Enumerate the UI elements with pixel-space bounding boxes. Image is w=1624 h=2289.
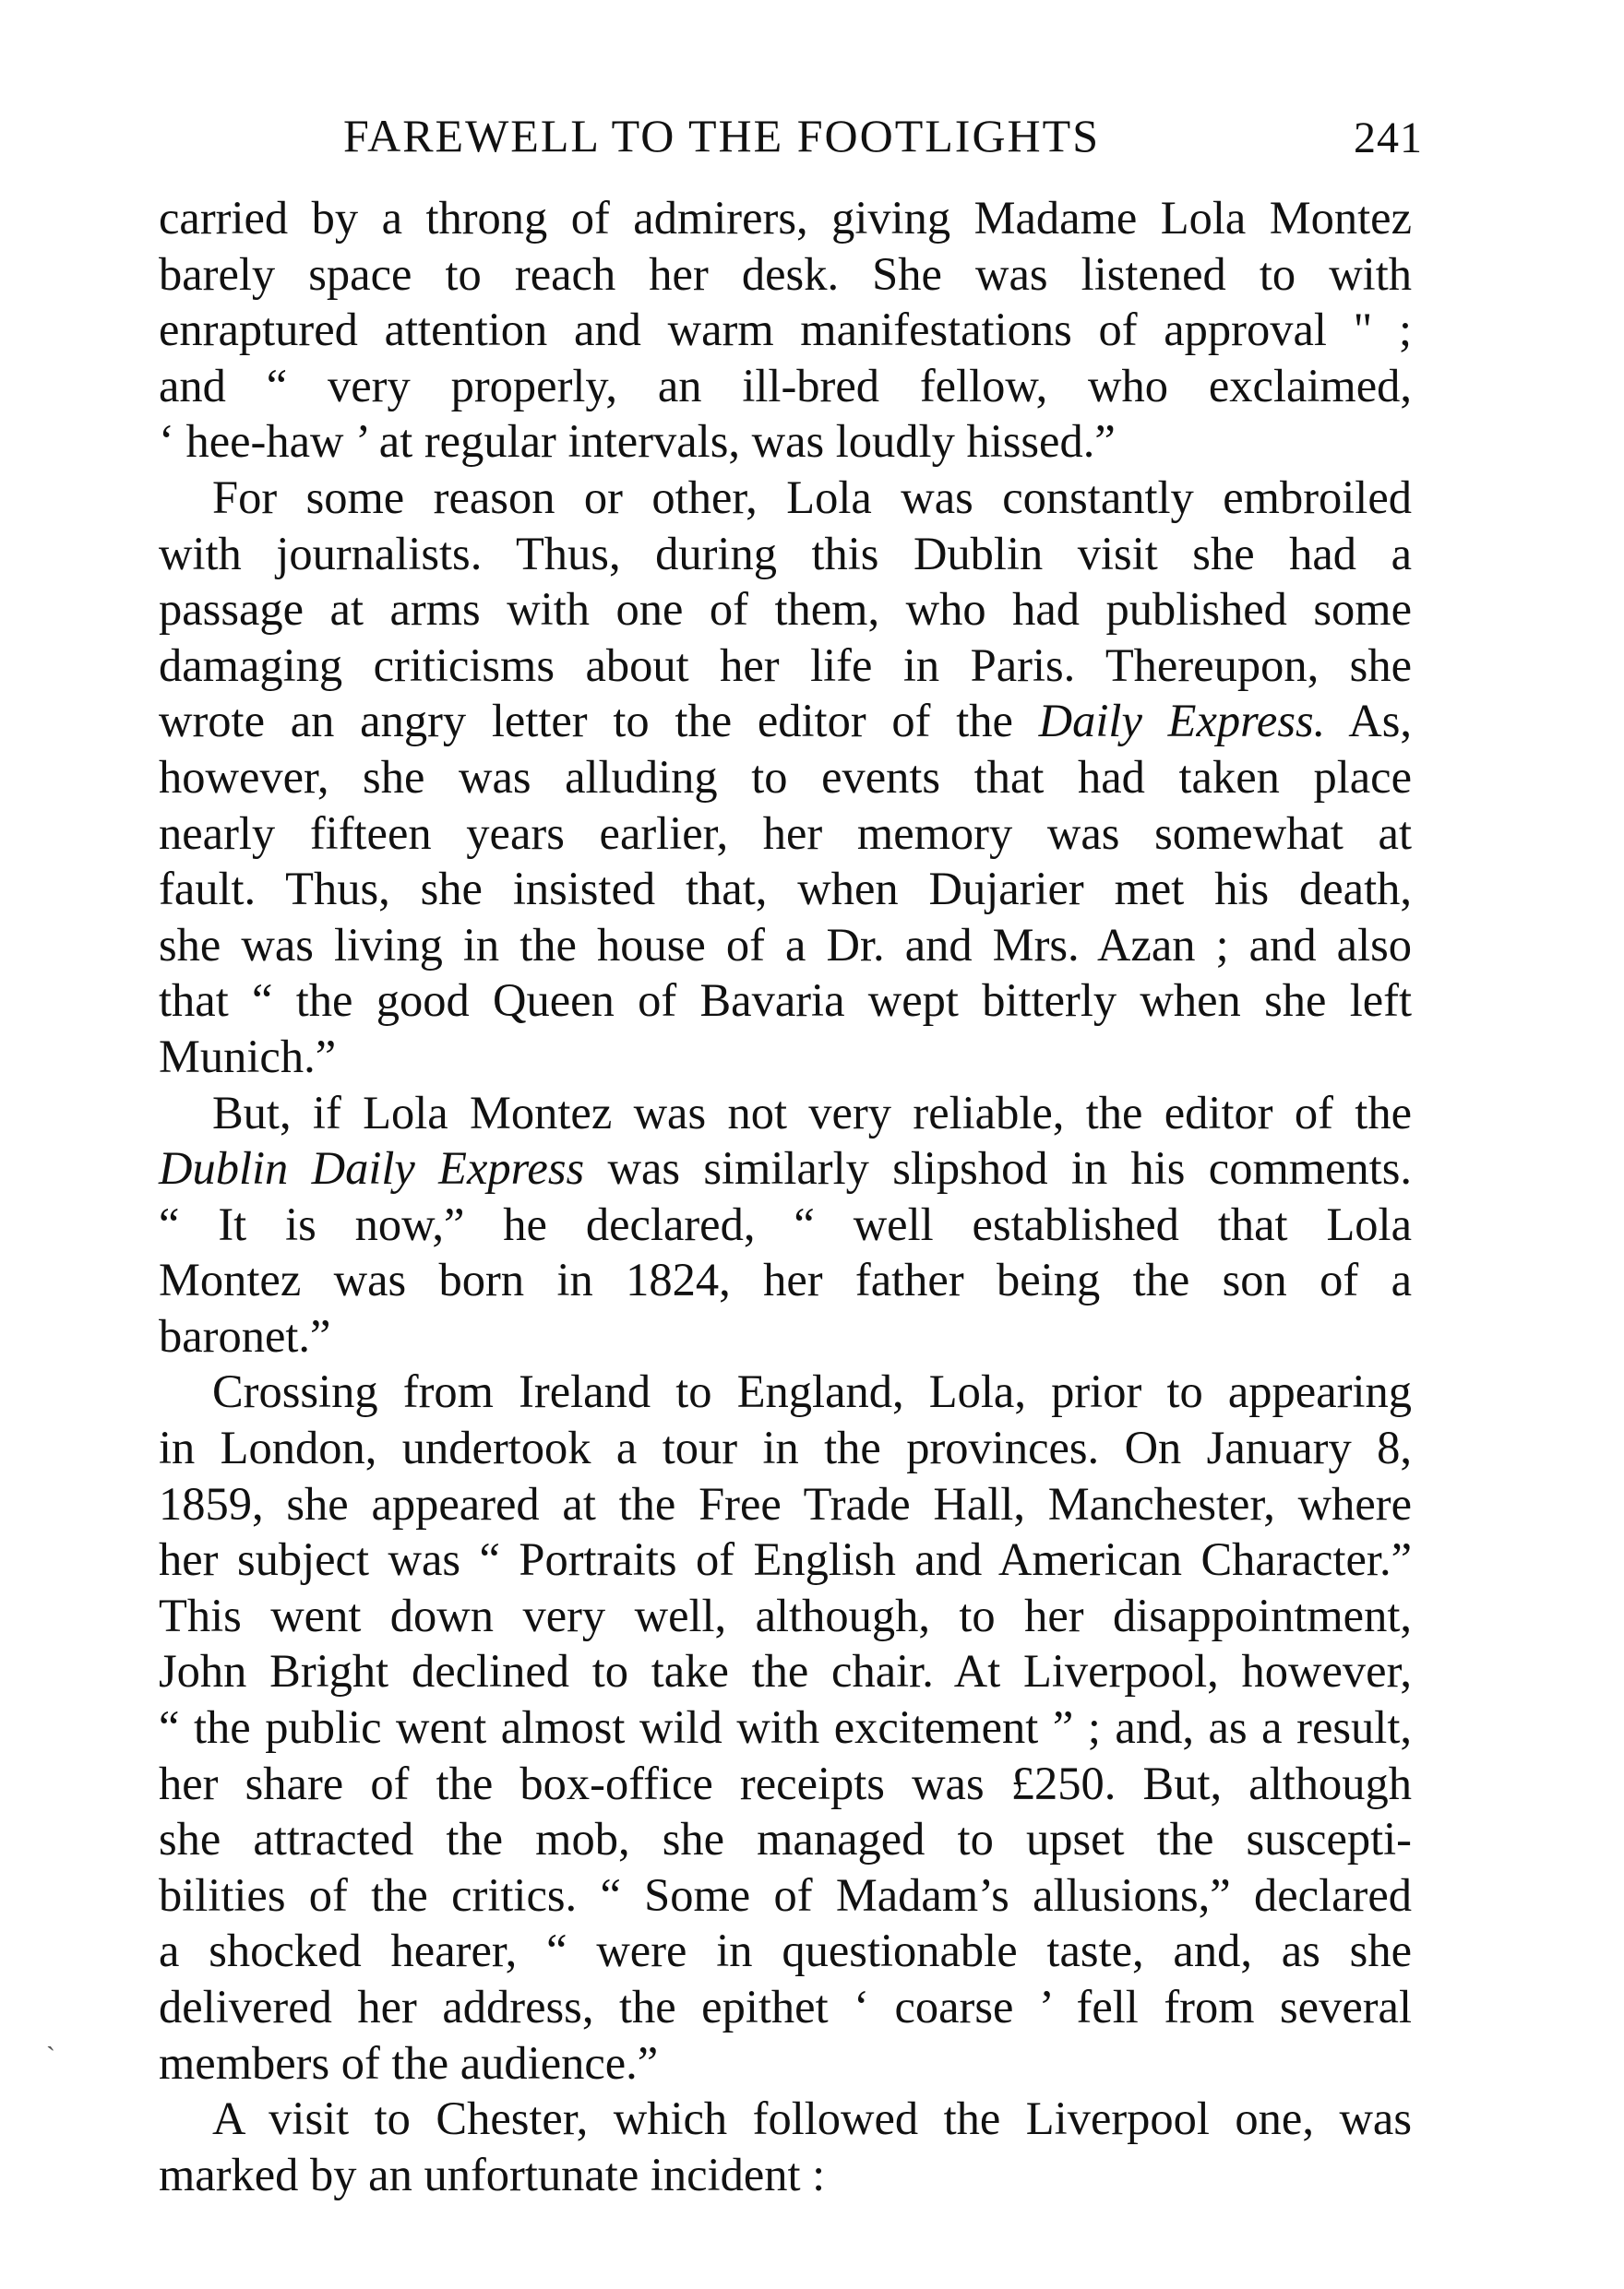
- text-line: nearly fifteen years earlier, her memory was somewhat at: [159, 806, 1412, 859]
- text-line: carried by a throng of admirers, giving Madame Lola Montez: [159, 192, 1412, 244]
- italic-title: Dublin Daily Express: [159, 1142, 585, 1195]
- text-line: her share of the box-office receipts was £250. But, although: [159, 1757, 1412, 1809]
- text-line: she was living in the house of a Dr. and Mrs. Azan ; and also: [159, 918, 1412, 971]
- text-line: fault. Thus, she insisted that, when Dujarier met his death,: [159, 863, 1412, 915]
- text-line: and “ very properly, an ill-bred fellow, who exclaimed,: [159, 359, 1412, 411]
- text-line: marked by an unfortunate incident :: [159, 2148, 826, 2200]
- text-line: This went down very well, although, to her disappointment,: [159, 1589, 1412, 1641]
- italic-title: Daily Express.: [1038, 695, 1326, 747]
- text-line: that “ the good Queen of Bavaria wept bitterly when she left: [159, 974, 1412, 1027]
- text-line: Montez was born in 1824, her father being the son of a: [159, 1254, 1412, 1306]
- text-line: Munich.”: [159, 1030, 337, 1082]
- body-text: [159, 190, 1412, 2202]
- text-line: however, she was alluding to events that had taken place: [159, 750, 1412, 803]
- text-line: enraptured attention and warm manifestations of approval " ;: [159, 304, 1412, 356]
- text-line: “ It is now,” he declared, “ well established that Lola: [159, 1198, 1412, 1250]
- text-line-with-italic: [159, 693, 1412, 749]
- margin-speck: ˏ: [46, 2021, 55, 2051]
- text-line: “ the public went almost wild with excitement ” ; and, as a result,: [159, 1701, 1412, 1754]
- text-segment: was similarly slipshod in his comments.: [584, 1142, 1412, 1195]
- text-line: passage at arms with one of them, who had published some: [159, 583, 1412, 636]
- text-line: barely space to reach her desk. She was listened to with: [159, 247, 1412, 300]
- text-line: delivered her address, the epithet ‘ coarse ’ fell from several: [159, 1981, 1412, 2033]
- text-line: her subject was “ Portraits of English and American Character.”: [159, 1533, 1412, 1586]
- text-line: 1859, she appeared at the Free Trade Hall, Manchester, where: [159, 1477, 1412, 1530]
- paragraph-first-line: For some reason or other, Lola was constantly embroiled: [212, 471, 1412, 523]
- text-segment: wrote an angry letter to the editor of the: [159, 695, 1039, 747]
- text-line: baronet.”: [159, 1309, 331, 1362]
- text-line: damaging criticisms about her life in Paris. Thereupon, she: [159, 638, 1412, 691]
- paragraph-first-line: Crossing from Ireland to England, Lola, prior to appearing: [212, 1365, 1412, 1418]
- running-head: [343, 109, 1423, 173]
- paragraph-first-line: A visit to Chester, which followed the Liverpool one, was: [212, 2092, 1412, 2145]
- text-line-with-italic: [159, 1140, 1412, 1197]
- page-number: 241: [1354, 113, 1423, 162]
- text-line: members of the audience.”: [159, 2036, 659, 2089]
- text-line: she attracted the mob, she managed to upset the suscepti-: [159, 1813, 1412, 1866]
- text-line: John Bright declined to take the chair. At Liverpool, however,: [159, 1645, 1412, 1698]
- text-line: ‘ hee-haw ’ at regular intervals, was loudly hissed.”: [159, 415, 1116, 468]
- text-line: bilities of the critics. “ Some of Madam’s allusions,” declared: [159, 1868, 1412, 1921]
- text-line: with journalists. Thus, during this Dublin visit she had a: [159, 527, 1412, 579]
- text-line: a shocked hearer, “ were in questionable taste, and, as she: [159, 1925, 1412, 1977]
- running-head-title: FAREWELL TO THE FOOTLIGHTS: [343, 110, 1101, 161]
- text-line: in London, undertook a tour in the provinces. On January 8,: [159, 1422, 1412, 1474]
- paragraph-first-line: But, if Lola Montez was not very reliable, the editor of the: [212, 1086, 1412, 1139]
- text-segment: As,: [1325, 695, 1412, 747]
